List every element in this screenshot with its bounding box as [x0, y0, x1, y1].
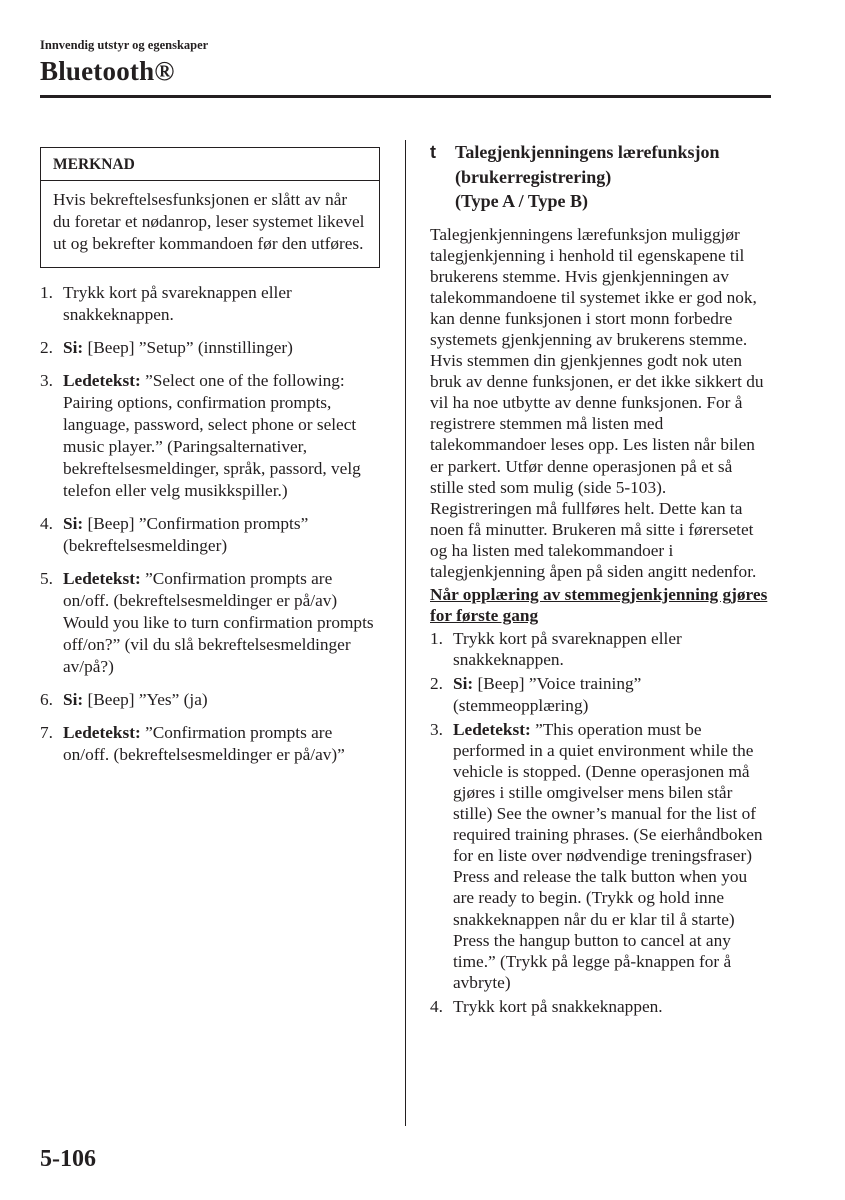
step-text: [Beep] ”Confirmation prompts” (bekreftelsesmeldinger)	[63, 514, 309, 555]
step-number: 5.	[40, 569, 53, 588]
step-text: Trykk kort på svareknappen eller snakkeknappen.	[63, 283, 292, 324]
list-item	[40, 513, 380, 557]
page-number: 5-106	[40, 1146, 96, 1172]
step-text: ”This operation must be performed in a quiet environment while the vehicle is stopped. (Denne operasjonen må gjøres i stille omgivelser mens bilen står stille) See the owner’s manual for the list of required training phrases. (Se eierhåndboken for en liste over nødvendige treningsfraser) Press and release the talk button when you are ready to begin. (Trykk og hold inne snakkeknappen når du er klar til å starte) Press the hangup button to cancel at any time.” (Trykk på legge på-knappen for å avbryte)	[453, 719, 763, 992]
step-prefix: Si:	[453, 674, 474, 694]
list-item	[430, 628, 770, 670]
step-number: 4.	[430, 996, 443, 1016]
step-text: ”Confirmation prompts are on/off. (bekreftelsesmeldinger er på/av)”	[63, 723, 345, 764]
sub-heading: Når opplæring av stemmegjenkjenning gjøres for første gang	[430, 585, 768, 626]
note-title: MERKNAD	[41, 148, 379, 181]
left-column	[40, 147, 380, 777]
header-rule	[40, 95, 771, 98]
step-prefix: Ledetekst:	[453, 719, 531, 739]
section-marker: t	[430, 142, 436, 162]
step-prefix: Ledetekst:	[63, 569, 141, 588]
step-prefix: Si:	[63, 338, 84, 357]
list-item	[40, 337, 380, 359]
list-item	[430, 673, 770, 715]
step-number: 7.	[40, 723, 53, 742]
list-item	[40, 370, 380, 502]
step-text: ”Select one of the following: Pairing options, confirmation prompts, language, password, select phone or select music player.” (Paringsalternativer, bekreftelsesmeldinger, språk, passord, velg telefon eller velg musikkspiller.)	[63, 371, 361, 500]
section-heading-line: Talegjenkjenningens lærefunksjon	[455, 142, 720, 162]
note-box	[40, 147, 380, 268]
step-prefix: Si:	[63, 690, 84, 709]
step-number: 2.	[40, 338, 53, 357]
right-steps-list	[430, 628, 770, 1017]
section-heading	[430, 140, 770, 214]
note-body: Hvis bekreftelsesfunksjonen er slått av når du foretar et nødanrop, leser systemet likevel ut og bekrefter kommandoen før den utføres.	[53, 190, 365, 253]
step-number: 4.	[40, 514, 53, 533]
step-number: 3.	[40, 371, 53, 390]
step-number: 2.	[430, 674, 443, 694]
column-divider	[405, 140, 406, 1126]
step-text: ”Confirmation prompts are on/off. (bekreftelsesmeldinger er på/av) Would you like to turn confirmation prompts off/on?” (vil du slå bekreftelsesmeldinger av/på?)	[63, 569, 374, 676]
step-number: 3.	[430, 719, 443, 739]
section-body: Talegjenkjenningens lærefunksjon muliggjør talegjenkjenning i henhold til egenskapene til brukerens stemme. Hvis gjenkjenningen av talekommandoene til systemet ikke er god nok, kan denne funksjonen i stort monn forbedre systemets gjenkjenning av brukerens stemme. Hvis stemmen din gjenkjennes godt nok uten bruk av denne funksjonen, er det ikke sikkert du vil ha noe utbytte av denne funksjonen. For å registrere stemmen må listen med talekommandoer leses opp. Les listen når bilen er parkert. Utfør denne operasjonen på et så stille sted som mulig (side 5-103). Registreringen må fullføres helt. Dette kan ta noen få minutter. Brukeren må sitte i førersetet og ha listen med talekommandoer i talegjenkjenning åpen på siden angitt nedenfor.	[430, 224, 764, 581]
step-prefix: Ledetekst:	[63, 723, 141, 742]
step-text: [Beep] ”Yes” (ja)	[83, 690, 208, 709]
step-text: [Beep] ”Voice training” (stemmeopplæring)	[453, 674, 642, 715]
list-item	[40, 568, 380, 678]
step-text: Trykk kort på svareknappen eller snakkeknappen.	[453, 629, 682, 670]
list-item	[430, 719, 770, 993]
section-label: Innvendig utstyr og egenskaper	[40, 38, 209, 52]
step-prefix: Ledetekst:	[63, 371, 141, 390]
step-number: 6.	[40, 690, 53, 709]
right-column	[430, 140, 770, 1020]
step-number: 1.	[430, 629, 443, 649]
step-text: [Beep] ”Setup” (innstillinger)	[83, 338, 293, 357]
page-title: Bluetooth®	[40, 56, 175, 86]
step-number: 1.	[40, 283, 53, 302]
list-item	[40, 689, 380, 711]
step-prefix: Si:	[63, 514, 84, 533]
section-heading-line: (brukerregistrering)	[455, 166, 612, 187]
step-text: Trykk kort på snakkeknappen.	[453, 996, 663, 1016]
section-heading-line: (Type A / Type B)	[455, 191, 589, 211]
list-item	[40, 722, 380, 766]
list-item	[40, 282, 380, 326]
list-item	[430, 996, 770, 1017]
left-steps-list	[40, 282, 380, 766]
